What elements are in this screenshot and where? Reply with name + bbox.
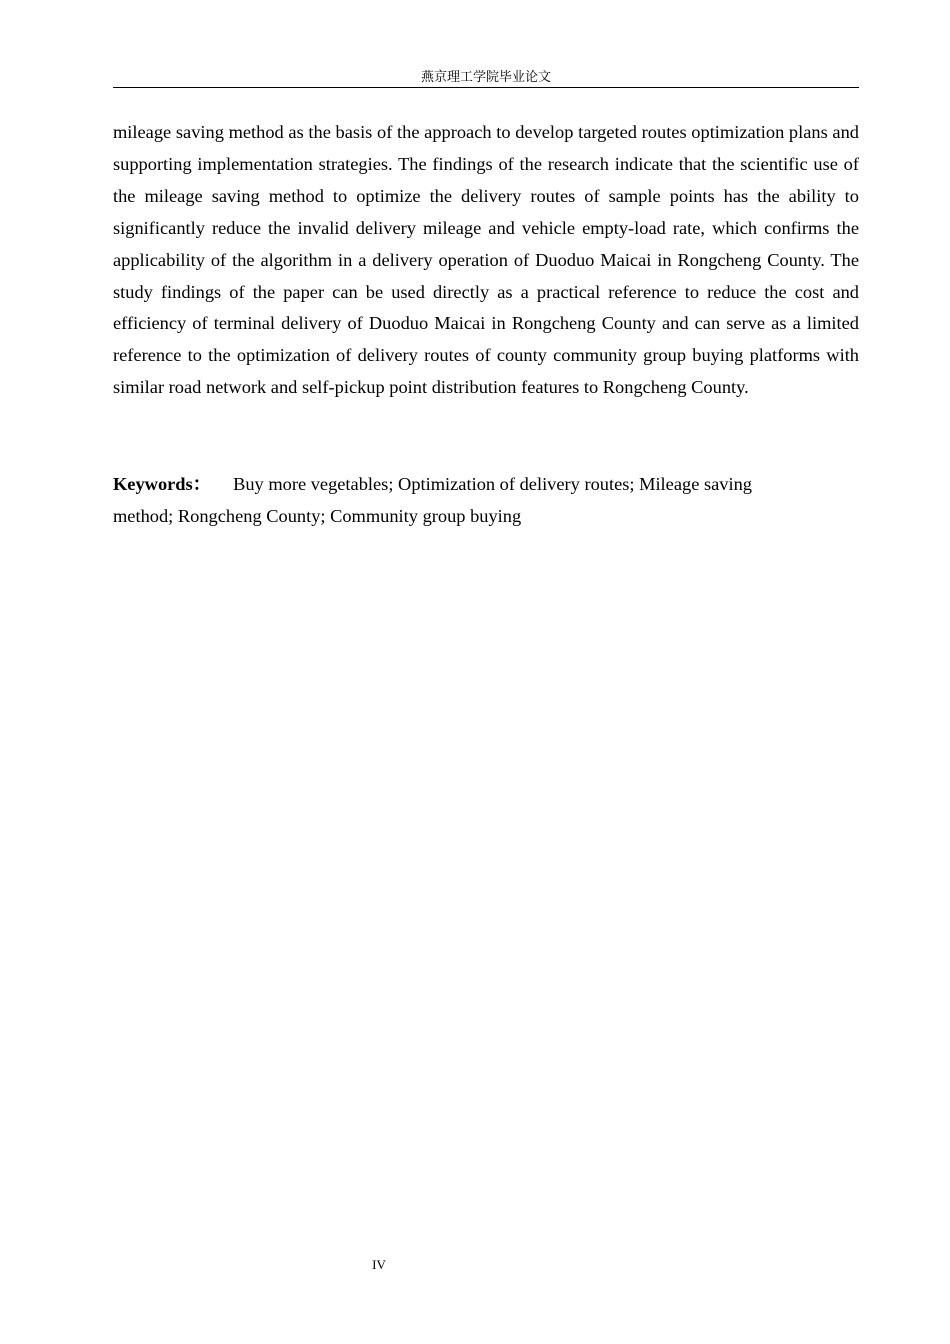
header-divider bbox=[113, 87, 859, 88]
keywords-label: Keywords： bbox=[113, 474, 212, 494]
keywords-block bbox=[113, 469, 813, 532]
running-header: 燕京理工学院毕业论文 bbox=[420, 69, 551, 84]
page-number: IV bbox=[372, 1257, 386, 1272]
keywords-text: Buy more vegetables; Optimization of delivery routes; Mileage saving method; Rongcheng County; Community group buying bbox=[113, 474, 752, 526]
abstract-paragraph: mileage saving method as the basis of the approach to develop targeted routes optimization plans and supporting implementation strategies. The findings of the research indicate that the scientific use of the mileage saving method to optimize the delivery routes of sample points has the ability to significantly reduce the invalid delivery mileage and vehicle empty-load rate, which confirms the applicability of the algorithm in a delivery operation of Duoduo Maicai in Rongcheng County. The study findings of the paper can be used directly as a practical reference to reduce the cost and efficiency of terminal delivery of Duoduo Maicai in Rongcheng County and can serve as a limited reference to the optimization of delivery routes of county community group buying platforms with similar road network and self-pickup point distribution features to Rongcheng County. bbox=[113, 122, 859, 398]
